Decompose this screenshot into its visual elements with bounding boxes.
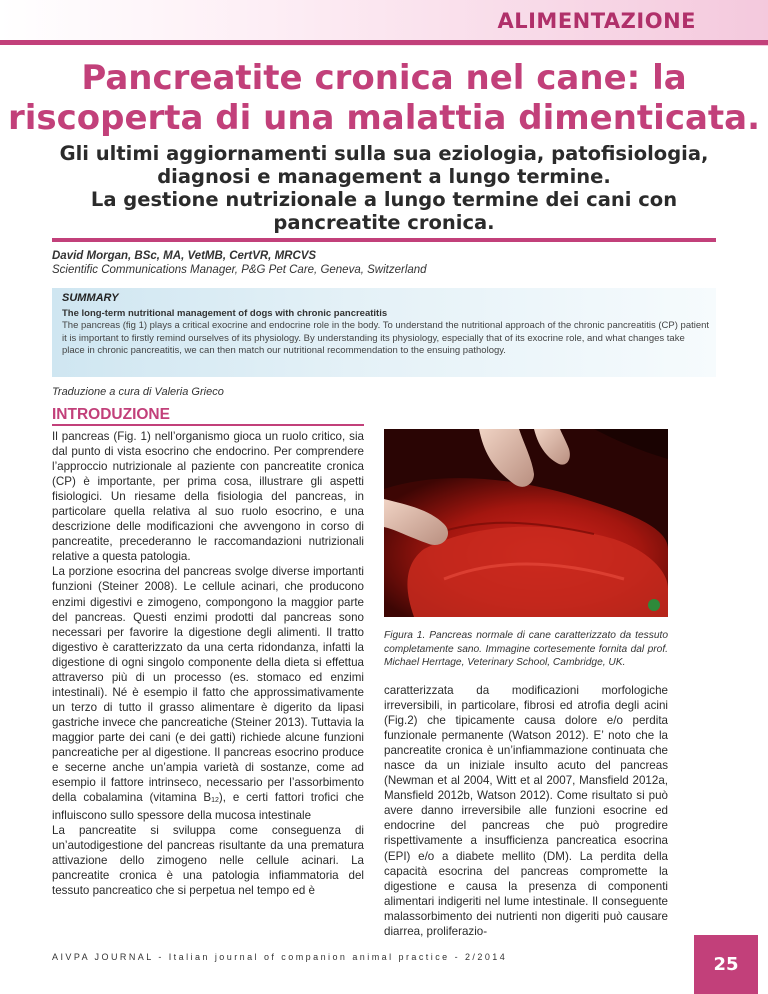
- translation-credit: Traduzione a cura di Valeria Grieco: [52, 386, 224, 398]
- author-name: David Morgan, BSc, MA, VetMB, CertVR, MRCVS: [52, 250, 317, 262]
- paragraph-text: ), e certi fattori trofici che influiscono sullo spessore della mucosa intestinale: [52, 791, 364, 823]
- subtitle-line-2: La gestione nutrizionale a lungo termine dei cani con pancreatite cronica.: [90, 188, 678, 234]
- right-column: [384, 683, 668, 939]
- paragraph: [52, 564, 364, 823]
- paragraph-text: La porzione esocrina del pancreas svolge diverse importanti funzioni (Steiner 2008). Le cellule acinari, che producono enzimi digestivi e zimogeno, compongono la maggior parte del pancreas. Questi enzimi prodotti dal pancreas sono necessari per favorire la digestione degli alimenti. Il tratto digestivo è caratterizzato da una certa ridondanza, infatti la digestione di ogni singolo componente della dieta si effettua attraverso più di un processo (es. stomaco ed enzimi intestinali). Né è esempio il fatto che approssimativamente un terzo di tutto il grasso alimentare è digerito da lipasi gastriche invece che pancreatiche (Steiner 2013). Tuttavia la maggior parte dei cani (e dei gatti) richiede alcune funzioni pancreatiche per al digestione. Il pancreas esocrino produce e secerne anche un’ampia varietà di sostanze, come ad esempio il fattore intrinseco, necessario per l’assorbimento della cobalamina (vitamina B: [52, 565, 364, 805]
- paragraph: caratterizzata da modificazioni morfologiche irreversibili, in particolare, fibrosi ed atrofia degli acini (Fig.2) che tipicamente causa dolore e/o perdita funzionale permanente (Watson 2012). E’ noto che la pancreatite cronica è un’infiammazione continuata che nasce da un iniziale insulto acuto del pancreas (Newman et al 2004, Witt et al 2007, Mansfield 2012a, Mansfield 2012b, Watson 2012). Come risultato si può avere danno irreversibile alle funzioni esocrine ed endocrine del pancreas che può progredire rispettivamente a insufficienza pancreatica esocrina (EPI) e/o a diabete mellito (DM). La perdita della capacità esocrina del pancreas compromette la digestione e causa la presenza di componenti alimentari indigeriti nel lume intestinale. Il conseguente malassorbimento dei nutrienti non digeriti può causare diarrea, proliferazio-: [384, 684, 668, 938]
- article-title: Pancreatite cronica nel cane: la riscoperta di una malattia dimenticata.: [7, 58, 761, 138]
- figure-photo: [384, 429, 668, 617]
- section-label: ALIMENTAZIONE: [497, 9, 696, 33]
- header-rule: [0, 40, 768, 45]
- section-rule: [52, 424, 364, 426]
- summary-text: The pancreas (fig 1) plays a critical exocrine and endocrine role in the body. To understand the nutritional approach of the chronic pancreatitis (CP) patient it is important to firstly remind ourselves of its physiology. By understanding its physiology, especially that of its exocrine role, and what changes take place in chronic pancreatitis, we can then match our nutritional recommendation to the ensuing pathology.: [62, 320, 710, 356]
- section-heading: INTRODUZIONE: [52, 406, 170, 423]
- footer-journal-line: AIVPA JOURNAL - Italian journal of companion animal practice - 2/2014: [52, 952, 508, 962]
- pancreas-photo: [384, 429, 668, 617]
- paragraph: La pancreatite si sviluppa come conseguenza di un’autodigestione del pancreas risultante da una prematura attivazione dello zimogeno nelle cellule acinari. La pancreatite cronica è una patologia infiammatoria del tessuto pancreatico che si perpetua nel tempo ed è: [52, 824, 364, 898]
- summary-box: [52, 288, 716, 377]
- article-subtitle: [30, 142, 738, 234]
- author-affiliation: Scientific Communications Manager, P&G Pet Care, Geneva, Switzerland: [52, 264, 427, 276]
- title-rule: [52, 238, 716, 242]
- subtitle-line-1: Gli ultimi aggiornamenti sulla sua eziologia, patofisiologia, diagnosi e management a lungo termine.: [59, 142, 709, 188]
- subscript: 12: [211, 797, 219, 805]
- summary-subheading: The long-term nutritional management of dogs with chronic pancreatitis: [62, 308, 388, 319]
- left-column: [52, 429, 364, 898]
- page-number: 25: [694, 935, 758, 994]
- paragraph: Il pancreas (Fig. 1) nell’organismo gioca un ruolo critico, sia dal punto di vista esocrino che endocrino. Per comprendere l’approccio nutrizionale al paziente con pancreatite cronica (CP) è importante, per prima cosa, illustrare gli aspetti fisiologici. Un riesame della fisiologia del pancreas, in particolare quella relativa al suo ruolo esocrino, e una descrizione delle modificazioni che avvengono in corso di pancreatite, precederanno le raccomandazioni nutrizionali relative a questa patologia.: [52, 430, 364, 564]
- figure-caption: Figura 1. Pancreas normale di cane caratterizzato da tessuto completamente sano. Immagine cortesemente fornita dal prof. Michael Herrtage, Veterinary School, Cambridge, UK.: [384, 630, 668, 668]
- summary-heading: SUMMARY: [62, 292, 119, 304]
